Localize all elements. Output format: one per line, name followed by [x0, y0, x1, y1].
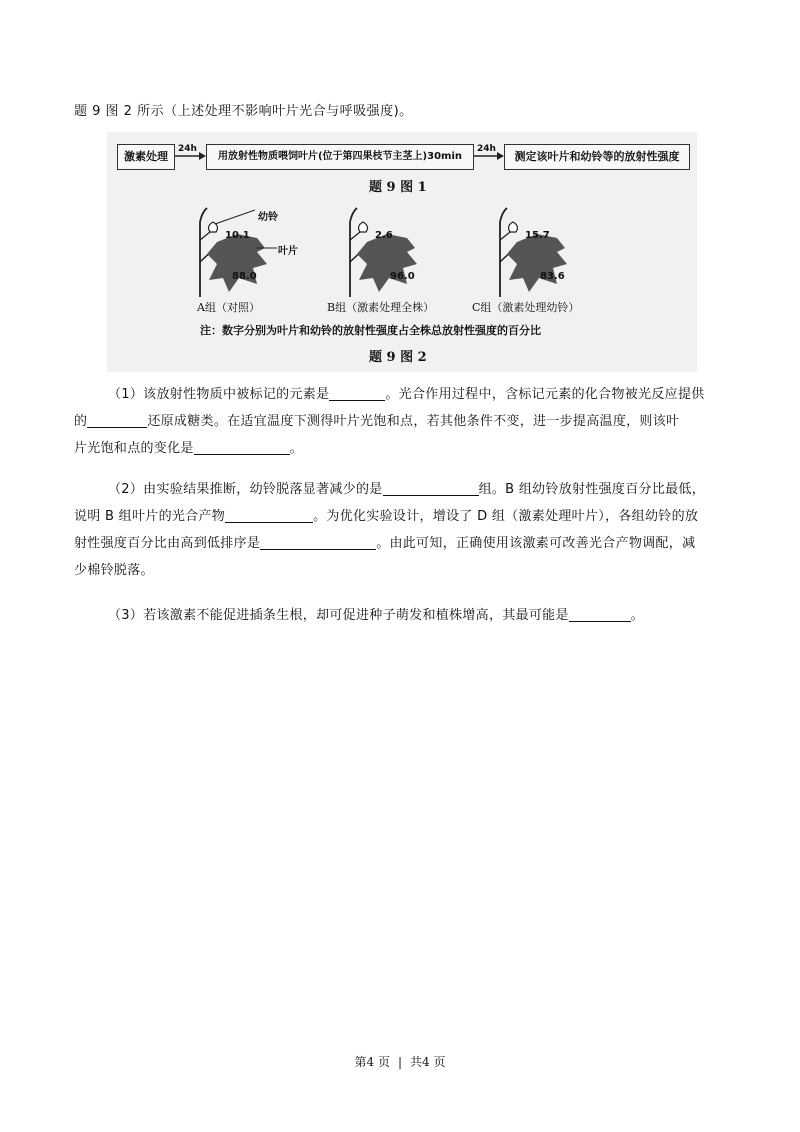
q1-blank-element: [329, 386, 385, 401]
q3-blank-hormone: [569, 607, 631, 622]
flow-box-feed: 用放射性物质喂饲叶片(位于第四果枝节主茎上)30min: [206, 144, 474, 170]
intro-text: 题 9 图 2 所示（上述处理不影响叶片光合与呼吸强度)。: [74, 104, 413, 119]
q1-text-e: 片光饱和点的变化是: [74, 441, 194, 456]
group-c-label: C组（激素处理幼铃）: [472, 301, 580, 314]
plant-b-leaf-value: 96.0: [390, 271, 415, 282]
q1-text-c: 的: [74, 414, 88, 429]
question-1: [74, 381, 734, 462]
arrow-24h-2: 24h: [477, 144, 496, 154]
flow-box-measure: 测定该叶片和幼铃等的放射性强度: [504, 144, 690, 170]
plant-b-boll-value: 2.6: [375, 230, 393, 241]
plant-b-drawing: [350, 208, 417, 297]
q1-text-b: 。光合作用过程中，含标记元素的化合物被光反应提供: [385, 387, 705, 402]
figure2-caption: 题 9 图 2: [369, 350, 427, 365]
group-a-label: A组（对照）: [197, 301, 260, 314]
flow-box-hormone: 激素处理: [117, 144, 175, 170]
plant-a-boll-value: 10.1: [225, 230, 250, 241]
page-footer: [0, 1053, 800, 1070]
plant-c-drawing: [500, 208, 567, 297]
page-number: 第4 页: [354, 1055, 390, 1069]
q3-text-b: 。: [630, 608, 645, 623]
q1-text-a: （1）该放射性物质中被标记的元素是: [108, 387, 330, 402]
q2-text-e: 射性强度百分比由高到低排序是: [74, 536, 261, 551]
q2-blank-order: [260, 535, 376, 550]
q2-blank-products: [225, 508, 313, 523]
q2-text-g: 少棉铃脱落。: [74, 563, 154, 578]
question-3: [74, 602, 734, 629]
q2-blank-group: [383, 481, 479, 496]
page-total: 共4 页: [410, 1055, 446, 1069]
label-boll: 幼铃: [258, 212, 278, 223]
q2-text-c: 说明 B 组叶片的光合产物: [74, 509, 226, 524]
question-2: [74, 476, 734, 584]
q1-blank-compound: [87, 413, 147, 428]
q1-blank-change: [194, 440, 290, 455]
plant-diagrams: [107, 202, 697, 302]
plant-a-leaf-value: 88.0: [232, 271, 257, 282]
q1-text-d: 还原成糖类。在适宜温度下测得叶片光饱和点，若其他条件不变，进一步提高温度，则该叶: [147, 414, 680, 429]
group-b-label: B组（激素处理全株）: [327, 301, 435, 314]
experiment-figure: [107, 132, 697, 372]
plant-c-boll-value: 15.7: [525, 230, 550, 241]
q2-text-a: （2）由实验结果推断，幼铃脱落显著减少的是: [108, 482, 383, 497]
figure1-caption: 题 9 图 1: [369, 180, 427, 195]
q2-text-b: 组。B 组幼铃放射性强度百分比最低，: [478, 482, 706, 497]
q1-text-f: 。: [289, 441, 304, 456]
figure2-note: 注：数字分别为叶片和幼铃的放射性强度占全株总放射性强度的百分比: [200, 324, 541, 337]
footer-separator: |: [397, 1055, 403, 1069]
label-leaf: 叶片: [278, 246, 298, 257]
q2-text-f: 。由此可知，正确使用该激素可改善光合产物调配，减: [376, 536, 696, 551]
plant-c-leaf-value: 83.6: [540, 271, 565, 282]
arrow-24h-1: 24h: [178, 144, 197, 154]
q3-text-a: （3）若该激素不能促进插条生根，却可促进种子萌发和植株增高，其最可能是: [108, 608, 569, 623]
q2-text-d: 。为优化实验设计，增设了 D 组（激素处理叶片），各组幼铃的放: [313, 509, 699, 524]
